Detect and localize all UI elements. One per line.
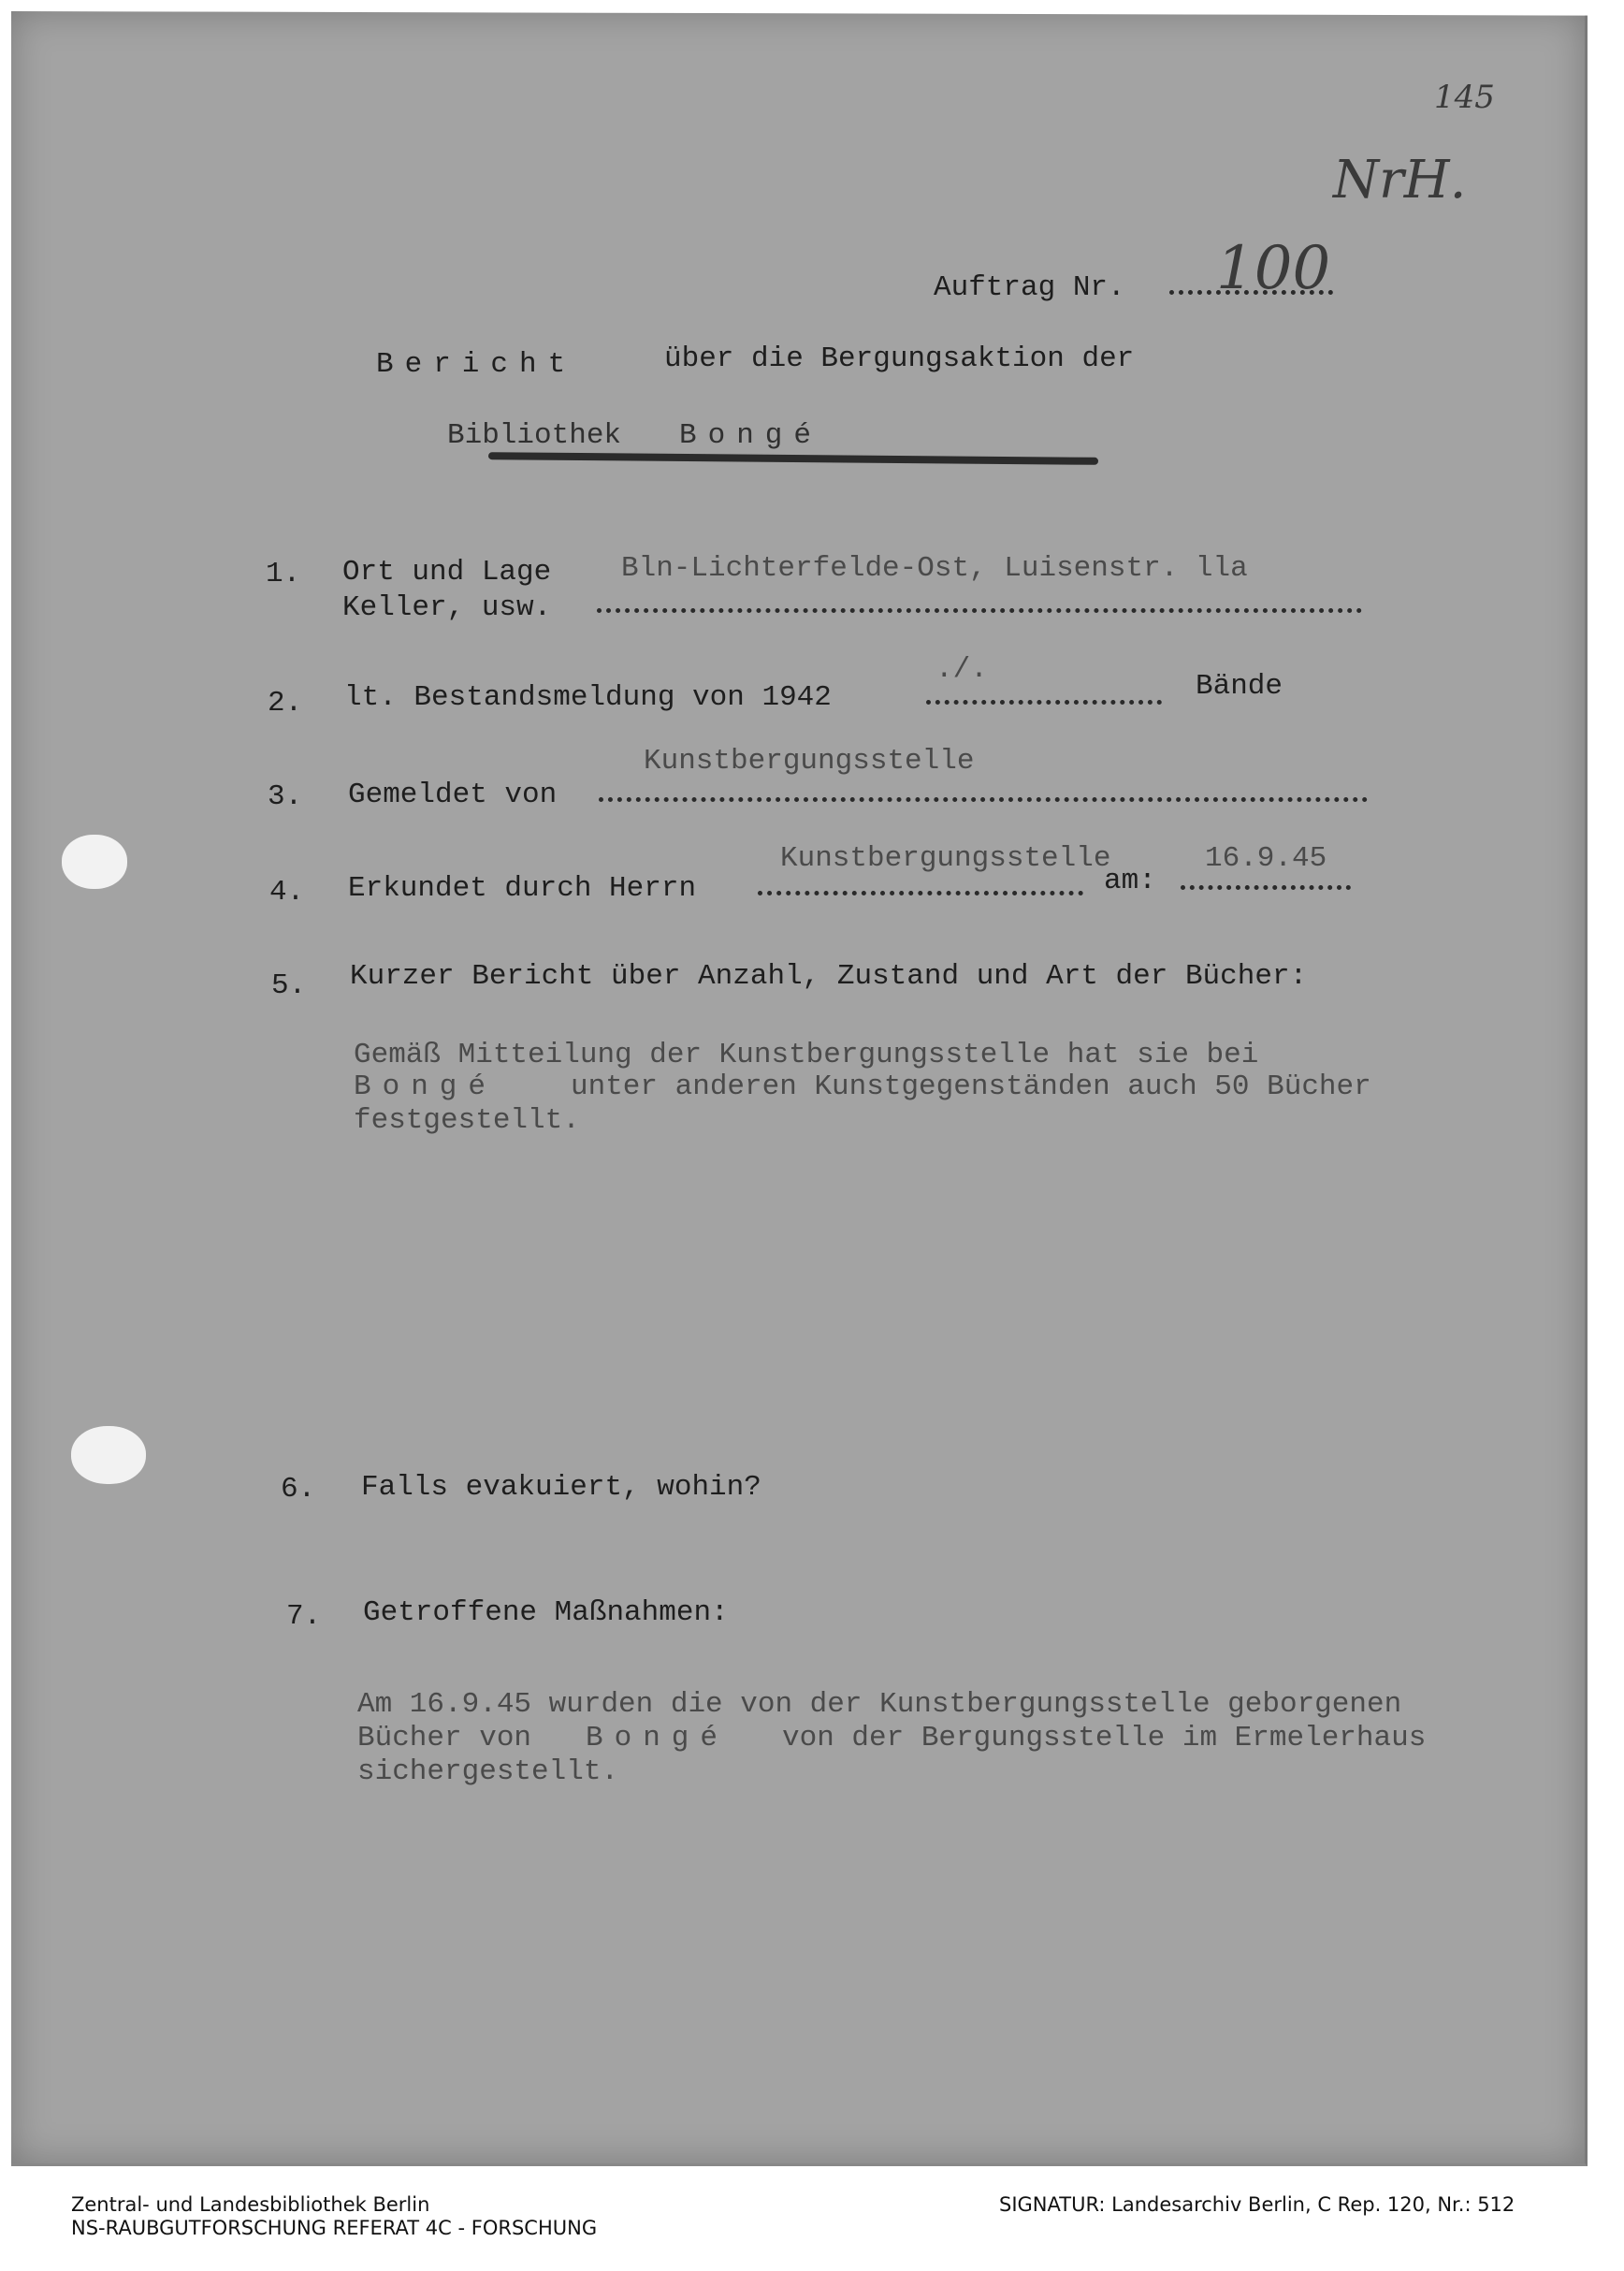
item-1-dots: [597, 608, 1362, 613]
report-title-spaced: Bericht: [376, 348, 577, 381]
item-1-value: Bln-Lichterfelde-Ost, Luisenstr. lla: [621, 552, 1248, 585]
item-6-label: Falls evakuiert, wohin?: [361, 1471, 761, 1504]
item-3-number: 3.: [268, 780, 303, 813]
library-name: Bongé: [679, 419, 823, 452]
item-1-label-line2: Keller, usw.: [342, 591, 552, 624]
library-label: Bibliothek: [447, 419, 622, 452]
item-2-number: 2.: [268, 687, 303, 720]
item-5-number: 5.: [271, 969, 307, 1002]
item-6-number: 6.: [281, 1473, 316, 1506]
item-5-text-line2-rest: unter anderen Kunstgegenständen auch 50 Bücher: [571, 1070, 1371, 1103]
handwritten-initials: NrH.: [1333, 150, 1467, 211]
item-5-label: Kurzer Bericht über Anzahl, Zustand und Art der Bücher:: [350, 960, 1308, 993]
item-4-value: Kunstbergungsstelle: [780, 842, 1111, 875]
footer-institution-line1: Zentral- und Landesbibliothek Berlin: [71, 2193, 430, 2216]
item-2-value: ./.: [935, 653, 988, 686]
item-5-text-line2-name: Bongé: [354, 1070, 498, 1103]
item-4-dots: [758, 891, 1083, 895]
order-number-label: Auftrag Nr.: [934, 271, 1125, 304]
item-1-number: 1.: [266, 558, 301, 590]
item-1-label-line1: Ort und Lage: [342, 556, 552, 589]
item-3-dots: [599, 797, 1368, 802]
punch-hole-bottom: [71, 1426, 146, 1484]
punch-hole-top: [62, 835, 127, 889]
item-4-number: 4.: [269, 876, 305, 909]
item-3-label: Gemeldet von: [348, 779, 558, 811]
item-2-dots: [926, 700, 1162, 705]
item-5-text-line1: Gemäß Mitteilung der Kunstbergungsstelle hat sie bei: [354, 1039, 1259, 1071]
item-5-text-line3: festgestellt.: [354, 1104, 580, 1137]
item-4-date-label: am:: [1104, 865, 1156, 897]
item-7-number: 7.: [286, 1600, 322, 1633]
item-7-label: Getroffene Maßnahmen:: [363, 1596, 729, 1629]
handwritten-page-number: 145: [1434, 79, 1495, 116]
item-7-text-line2-name: Bongé: [586, 1722, 730, 1754]
footer-signature: SIGNATUR: Landesarchiv Berlin, C Rep. 120, Nr.: 512: [999, 2193, 1515, 2216]
item-3-value: Kunstbergungsstelle: [644, 745, 975, 778]
item-7-text-line3: sichergestellt.: [357, 1755, 619, 1788]
handwritten-order-number: 100: [1216, 234, 1331, 303]
item-2-unit: Bände: [1196, 670, 1283, 703]
item-7-text-line2-rest: von der Bergungsstelle im Ermelerhaus: [782, 1722, 1427, 1754]
item-4-date-dots: [1181, 885, 1351, 890]
item-2-label: lt. Bestandsmeldung von 1942: [344, 681, 832, 714]
report-title-rest: über die Bergungsaktion der: [664, 342, 1135, 375]
footer-institution-line2: NS-RAUBGUTFORSCHUNG REFERAT 4C - FORSCHUNG: [71, 2217, 598, 2239]
order-number-dots: [1169, 290, 1333, 295]
item-4-date: 16.9.45: [1205, 842, 1327, 875]
item-7-text-line2-start: Bücher von: [357, 1722, 532, 1754]
item-4-label: Erkundet durch Herrn: [348, 872, 697, 905]
item-7-text-line1: Am 16.9.45 wurden die von der Kunstbergungsstelle geborgenen: [357, 1688, 1402, 1721]
